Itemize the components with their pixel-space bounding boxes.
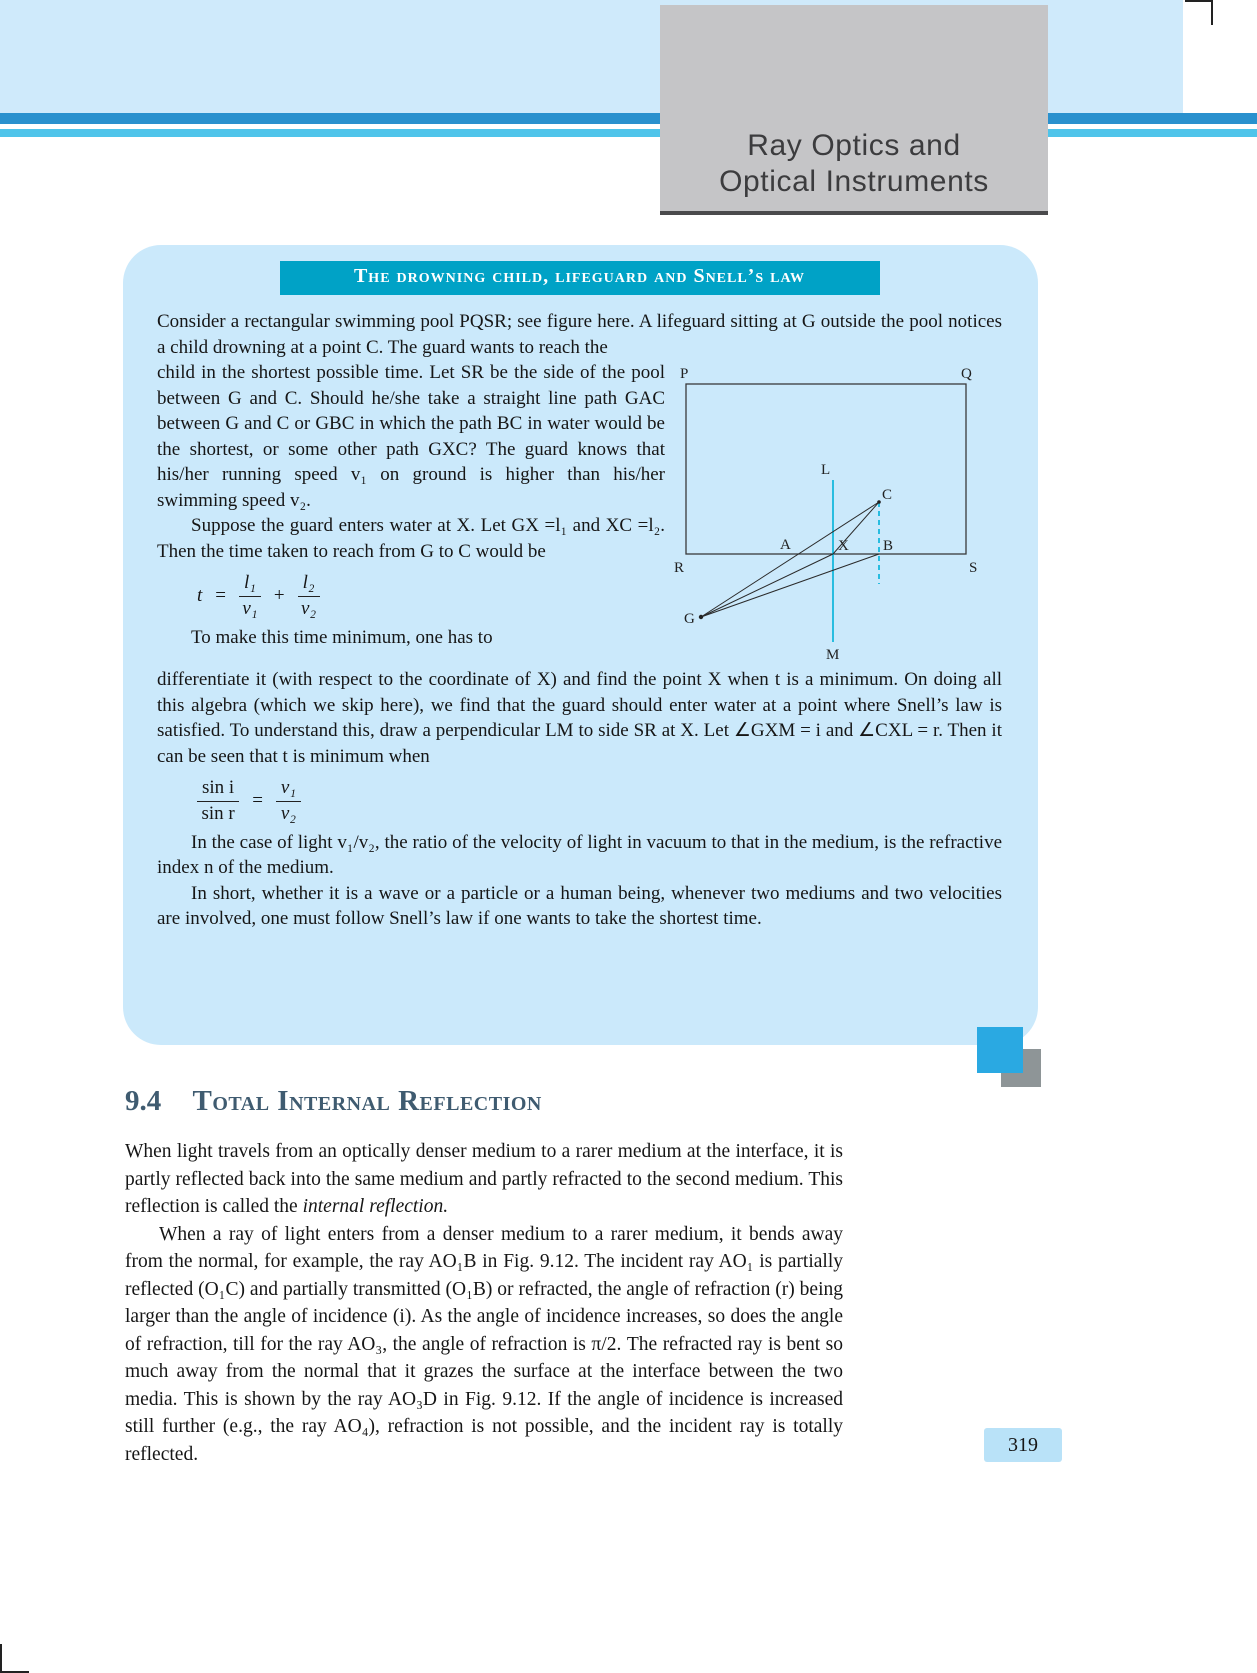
section-paragraph-1-text: When light travels from an optically denser medium to a rarer medium at the interface, it is partly reflected back into the same medium and partly refracted to the second medium. This reflection is called the: [125, 1141, 843, 1217]
chapter-title-line1: Ray Optics and: [747, 128, 961, 162]
label-Q: Q: [961, 366, 972, 382]
label-S: S: [969, 560, 978, 576]
section-paragraph-1: [125, 1138, 843, 1221]
label-M: M: [826, 647, 840, 662]
pool-figure-svg: [668, 362, 1002, 662]
header-stripe-dark: [0, 113, 1257, 124]
crop-mark-bottom-left: [0, 1644, 29, 1673]
fraction-denominator: v₂: [301, 597, 317, 619]
box-paragraph-3-rest: differentiate it (with respect to the coordinate of X) and find the point X when t is a minimum. On doing all this algebra (which we skip here), we find that the guard should enter water at a point where Snell’s law is satisfied. To understand this, draw a perpendicular LM to side SR at X. Let ∠GXM = i and ∠CXL = r. Then it can be seen that t is minimum when: [157, 669, 1002, 767]
snell-law-formula: [197, 778, 1002, 825]
fraction-l1-v1: [239, 573, 261, 620]
section-heading: [125, 1085, 843, 1118]
box-paragraph-5: In short, whether it is a wave or a particle or a human being, whenever two mediums and two velocities are involved, one must follow Snell’s law if one wants to take the shortest time.: [157, 882, 1002, 930]
label-B: B: [883, 538, 894, 554]
label-C: C: [882, 487, 893, 503]
fraction-l2-v2: [298, 573, 320, 620]
box-paragraph-intro: Consider a rectangular swimming pool PQSR; see figure here. A lifeguard sitting at G outside the pool notices a child drowning at a point C. The guard wants to reach the: [157, 311, 1002, 358]
section-title: Total Internal Reflection: [192, 1085, 542, 1117]
equals-sign: =: [215, 584, 226, 606]
chapter-title-box: [660, 5, 1048, 215]
snell-law-box: [123, 245, 1038, 1045]
chapter-title-line2: Optical Instruments: [719, 165, 989, 199]
text-and-figure-row: [157, 360, 1002, 667]
ray-GX: [701, 554, 833, 617]
fraction-v1-v2: [276, 778, 301, 825]
decorative-blue-square: [977, 1027, 1023, 1073]
fraction-numerator: l₂: [298, 573, 320, 597]
label-L: L: [821, 462, 831, 478]
page-number-badge: 319: [984, 1428, 1062, 1462]
header-stripe-light: [0, 129, 1257, 137]
crop-mark-top-right: [1185, 0, 1213, 25]
equals-sign: =: [252, 789, 263, 811]
ray-GB: [701, 554, 879, 617]
label-X: X: [838, 538, 849, 554]
ray-GAC: [701, 502, 879, 617]
box-paragraph-1: child in the shortest possible time. Let SR be the side of the pool between G and C. Should he/she take a straight line path GAC between G and C or GBC in which the path BC in water would be the shortest, or some other path GXC? The guard knows that his/her running speed v₁ on ground is higher than his/her swimming speed v₂.: [157, 362, 665, 511]
section-paragraph-2: When a ray of light enters from a denser medium to a rarer medium, it bends away from the normal, for example, the ray AO₁B in Fig. 9.12. The incident ray AO₁ is partially reflected (O₁C) and partially transmitted (O₁B) or refracted, the angle of refraction (r) being larger than the angle of incidence (i). As the angle of incidence increases, so does the angle of refraction, till for the ray AO₃, the angle of refraction is π/2. The refracted ray is bent so much away from the normal that it grazes the surface at the interface between the two media. This is shown by the ray AO₃D in Fig. 9.12. If the angle of incidence is increased still further (e.g., the ray AO₄), refraction is not possible, and the incident ray is totally reflected.: [125, 1223, 843, 1465]
time-formula: [197, 573, 665, 620]
box-banner-title: The drowning child, lifeguard and Snell’s law: [280, 261, 880, 295]
formula-lhs: t: [197, 584, 203, 606]
fraction-denominator: sin r: [201, 802, 235, 824]
left-text-column: [157, 360, 665, 667]
main-content: [125, 1085, 843, 1468]
box-paragraph-4: In the case of light v₁/v₂, the ratio of the velocity of light in vacuum to that in the medium, is the refractive index n of the medium.: [157, 831, 1002, 879]
fraction-denominator: v₂: [280, 802, 296, 824]
plus-sign: +: [273, 584, 285, 606]
point-C: [877, 500, 881, 504]
pool-figure: [668, 362, 1002, 667]
section-paragraph-1-italic: internal reflection.: [302, 1196, 449, 1217]
point-G: [699, 615, 703, 619]
label-A: A: [780, 537, 791, 553]
section-number: 9.4: [125, 1085, 162, 1117]
chapter-title: [719, 128, 989, 201]
label-R: R: [674, 560, 685, 576]
label-G: G: [684, 611, 695, 627]
fraction-sini-sinr: [197, 778, 239, 825]
fraction-numerator: sin i: [197, 778, 239, 802]
box-paragraph-3-start: To make this time minimum, one has to: [191, 626, 493, 648]
fraction-numerator: v₁: [276, 778, 301, 802]
box-paragraph-2: Suppose the guard enters water at X. Let GX =l₁ and XC =l₂. Then the time taken to reach from G to C would be: [157, 515, 665, 562]
fraction-numerator: l₁: [239, 573, 261, 597]
fraction-denominator: v₁: [242, 597, 258, 619]
label-P: P: [680, 366, 689, 382]
